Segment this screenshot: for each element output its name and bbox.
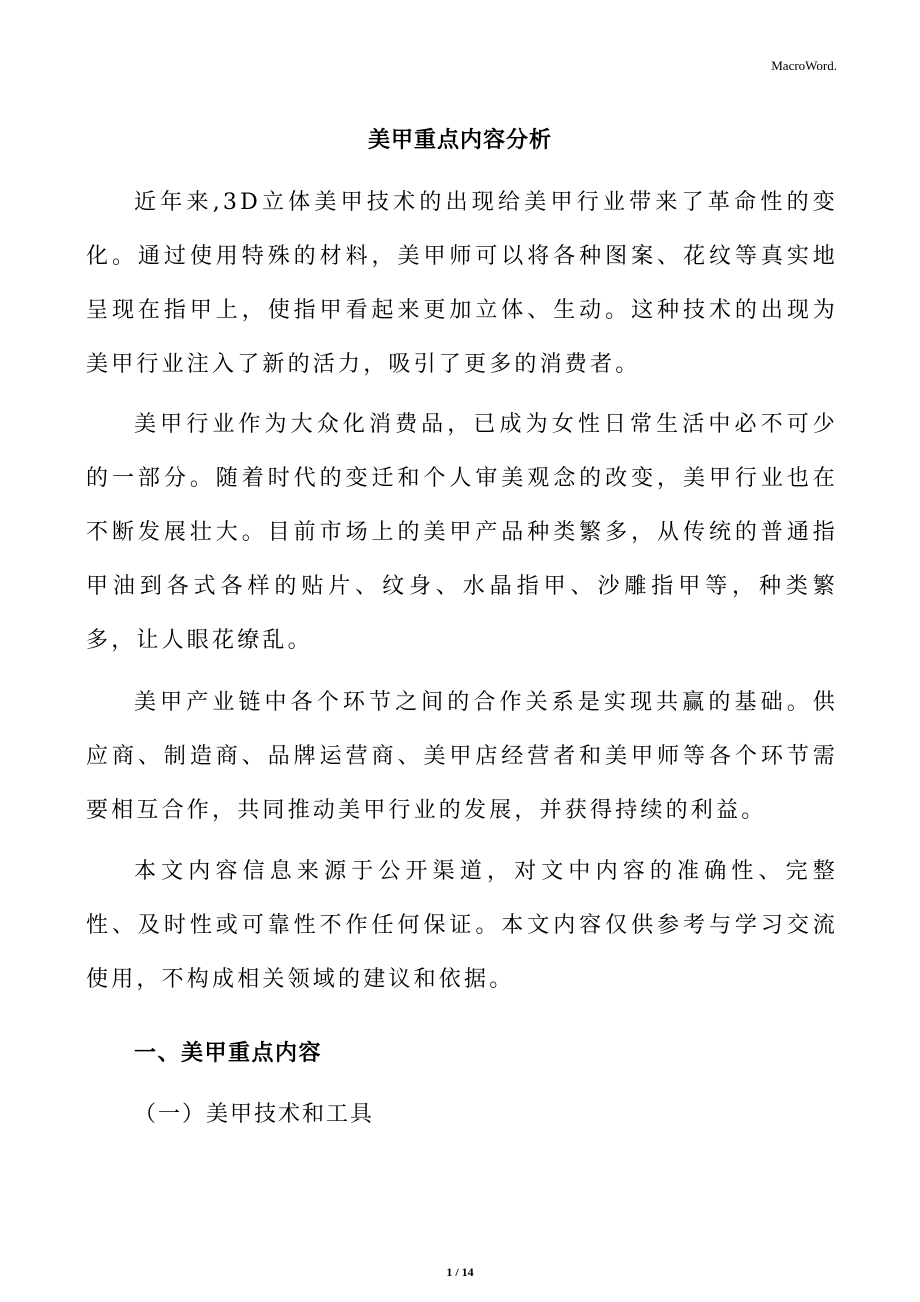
section-heading: 一、美甲重点内容 [134, 1040, 323, 1066]
paragraph-industry-overview: 美甲行业作为大众化消费品，已成为女性日常生活中必不可少的一部分。随着时代的变迁和个人审美观念的改变，美甲行业也在不断发展壮大。目前市场上的美甲产品种类繁多，从传统的普通指甲油到各式各样的贴片、纹身、水晶指甲、沙雕指甲等，种类繁多，让人眼花缭乱。 [86, 412, 838, 653]
subsection-heading: （一）美甲技术和工具 [134, 1102, 375, 1127]
document-title: 美甲重点内容分析 [367, 127, 552, 153]
paragraph-disclaimer: 本文内容信息来源于公开渠道，对文中内容的准确性、完整性、及时性或可靠性不作任何保证。本文内容仅供参考与学习交流使用，不构成相关领域的建议和依据。 [86, 859, 838, 992]
page-number: 1 / 14 [446, 1265, 474, 1279]
header-brand: MacroWord. [771, 58, 837, 73]
paragraph-supply-chain: 美甲产业链中各个环节之间的合作关系是实现共赢的基础。供应商、制造商、品牌运营商、美甲店经营者和美甲师等各个环节需要相互合作，共同推动美甲行业的发展，并获得持续的利益。 [86, 690, 838, 823]
paragraph-intro-3d-nails: 近年来,3D立体美甲技术的出现给美甲行业带来了革命性的变化。通过使用特殊的材料，美甲师可以将各种图案、花纹等真实地呈现在指甲上，使指甲看起来更加立体、生动。这种技术的出现为美甲行业注入了新的活力，吸引了更多的消费者。 [86, 190, 838, 377]
